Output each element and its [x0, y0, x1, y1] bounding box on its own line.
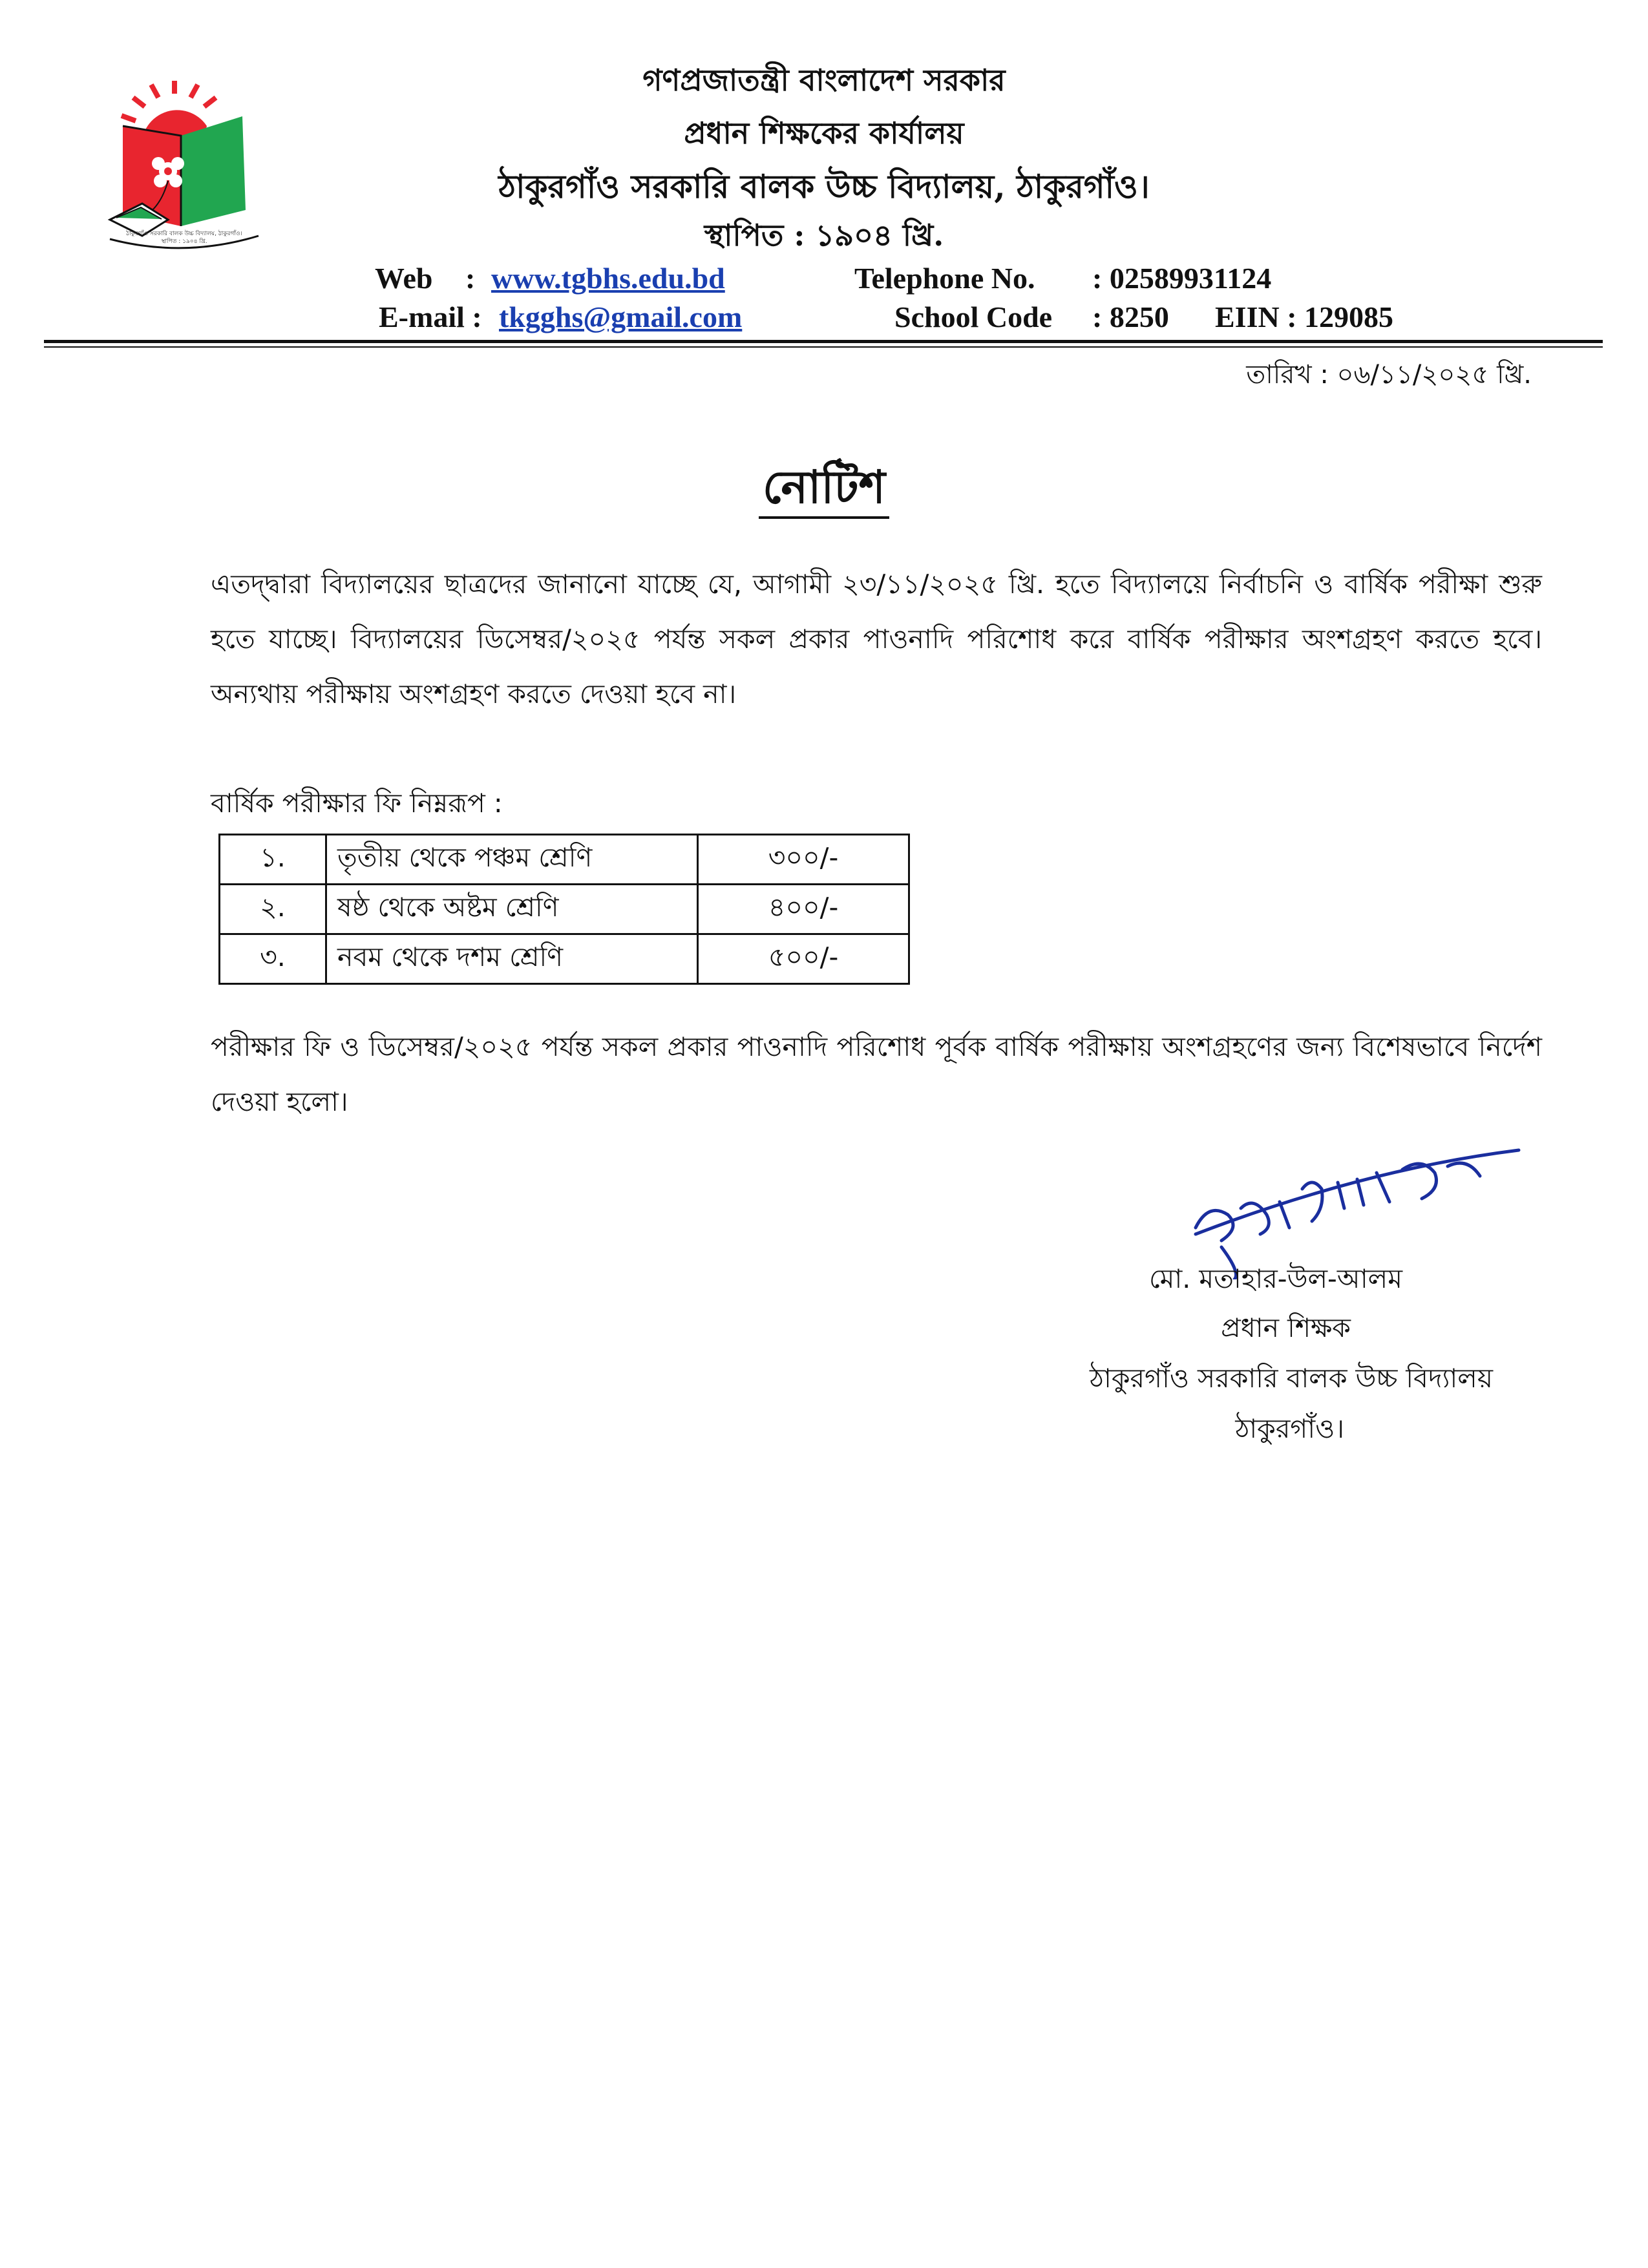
email-label: E-mail :: [379, 300, 482, 333]
website-link[interactable]: www.tgbhs.edu.bd: [491, 262, 725, 295]
fee-amount: ৫০০/-: [698, 934, 909, 984]
fee-classes: নবম থেকে দশম শ্রেণি: [326, 934, 698, 984]
fee-table: [218, 834, 910, 985]
signatory-place: ঠাকুরগাঁও।: [1235, 1413, 1344, 1444]
web-label: Web: [375, 262, 433, 295]
fee-serial: ১.: [220, 835, 326, 885]
header-divider-thin: [44, 346, 1603, 348]
eiin-value: EIIN : 129085: [1215, 300, 1394, 333]
school-code-value: : 8250: [1092, 300, 1169, 333]
table-row: [220, 885, 909, 934]
government-title: গণপ্রজাতন্ত্রী বাংলাদেশ সরকার: [642, 63, 1006, 98]
notice-date: তারিখ : ০৬/১১/২০২৫ খ্রি.: [1246, 360, 1532, 390]
fee-classes: তৃতীয় থেকে পঞ্চম শ্রেণি: [326, 835, 698, 885]
fee-amount: ৩০০/-: [698, 835, 909, 885]
fee-table-label: বার্ষিক পরীক্ষার ফি নিম্নরূপ :: [211, 788, 503, 819]
signatory-school: ঠাকুরগাঁও সরকারি বালক উচ্চ বিদ্যালয়: [1090, 1363, 1493, 1394]
logo-caption-line1: ঠাকুরগাঁও সরকারি বালক উচ্চ বিদ্যালয়, ঠাকুরগাঁও।: [126, 231, 242, 237]
fee-classes: ষষ্ঠ থেকে অষ্টম শ্রেণি: [326, 885, 698, 934]
office-title: প্রধান শিক্ষকের কার্যালয়: [684, 116, 964, 151]
phone-label: Telephone No.: [854, 262, 1035, 295]
table-row: [220, 835, 909, 885]
notice-paragraph-1: এতদ্দ্বারা বিদ্যালয়ের ছাত্রদের জানানো যাচ্ছে যে, আগামী ২৩/১১/২০২৫ খ্রি. হতে বিদ্যালয়ে নির্বাচনি ও বার্ষিক পরীক্ষা শুরু হতে যাচ্ছে। বিদ্যালয়ের ডিসেম্বর/২০২৫ পর্যন্ত সকল প্রকার পাওনাদি পরিশোধ করে বার্ষিক পরীক্ষার অংশগ্রহণ করতে হবে। অন্যথায় পরীক্ষায় অংশগ্রহণ করতে দেওয়া হবে না।: [211, 569, 1542, 709]
table-row: [220, 934, 909, 984]
phone-value: : 02589931124: [1092, 262, 1272, 295]
notice-title: [0, 452, 1648, 528]
school-title: ঠাকুরগাঁও সরকারি বালক উচ্চ বিদ্যালয়, ঠাকুরগাঁও।: [498, 167, 1150, 205]
signatory-name: মো. মতাহার-উল-আলম: [1149, 1263, 1402, 1294]
fee-amount: ৪০০/-: [698, 885, 909, 934]
fee-serial: ৩.: [220, 934, 326, 984]
established-line: স্থাপিত : ১৯০৪ খ্রি.: [704, 218, 944, 253]
web-separator: :: [465, 262, 476, 295]
school-code-label: School Code: [894, 300, 1053, 333]
header-divider-thick: [44, 340, 1603, 343]
signatory-designation: প্রধান শিক্ষক: [1221, 1312, 1351, 1343]
notice-title-text: নোটিশ: [759, 461, 889, 519]
notice-paragraph-2: পরীক্ষার ফি ও ডিসেম্বর/২০২৫ পর্যন্ত সকল প্রকার পাওনাদি পরিশোধ পূর্বক বার্ষিক পরীক্ষায় অংশগ্রহণের জন্য বিশেষভাবে নির্দেশ দেওয়া হলো।: [211, 1031, 1542, 1117]
logo-caption-line2: স্থাপিত : ১৯০৪ খ্রি.: [161, 238, 207, 245]
email-link[interactable]: tkgghs@gmail.com: [499, 300, 743, 333]
fee-serial: ২.: [220, 885, 326, 934]
